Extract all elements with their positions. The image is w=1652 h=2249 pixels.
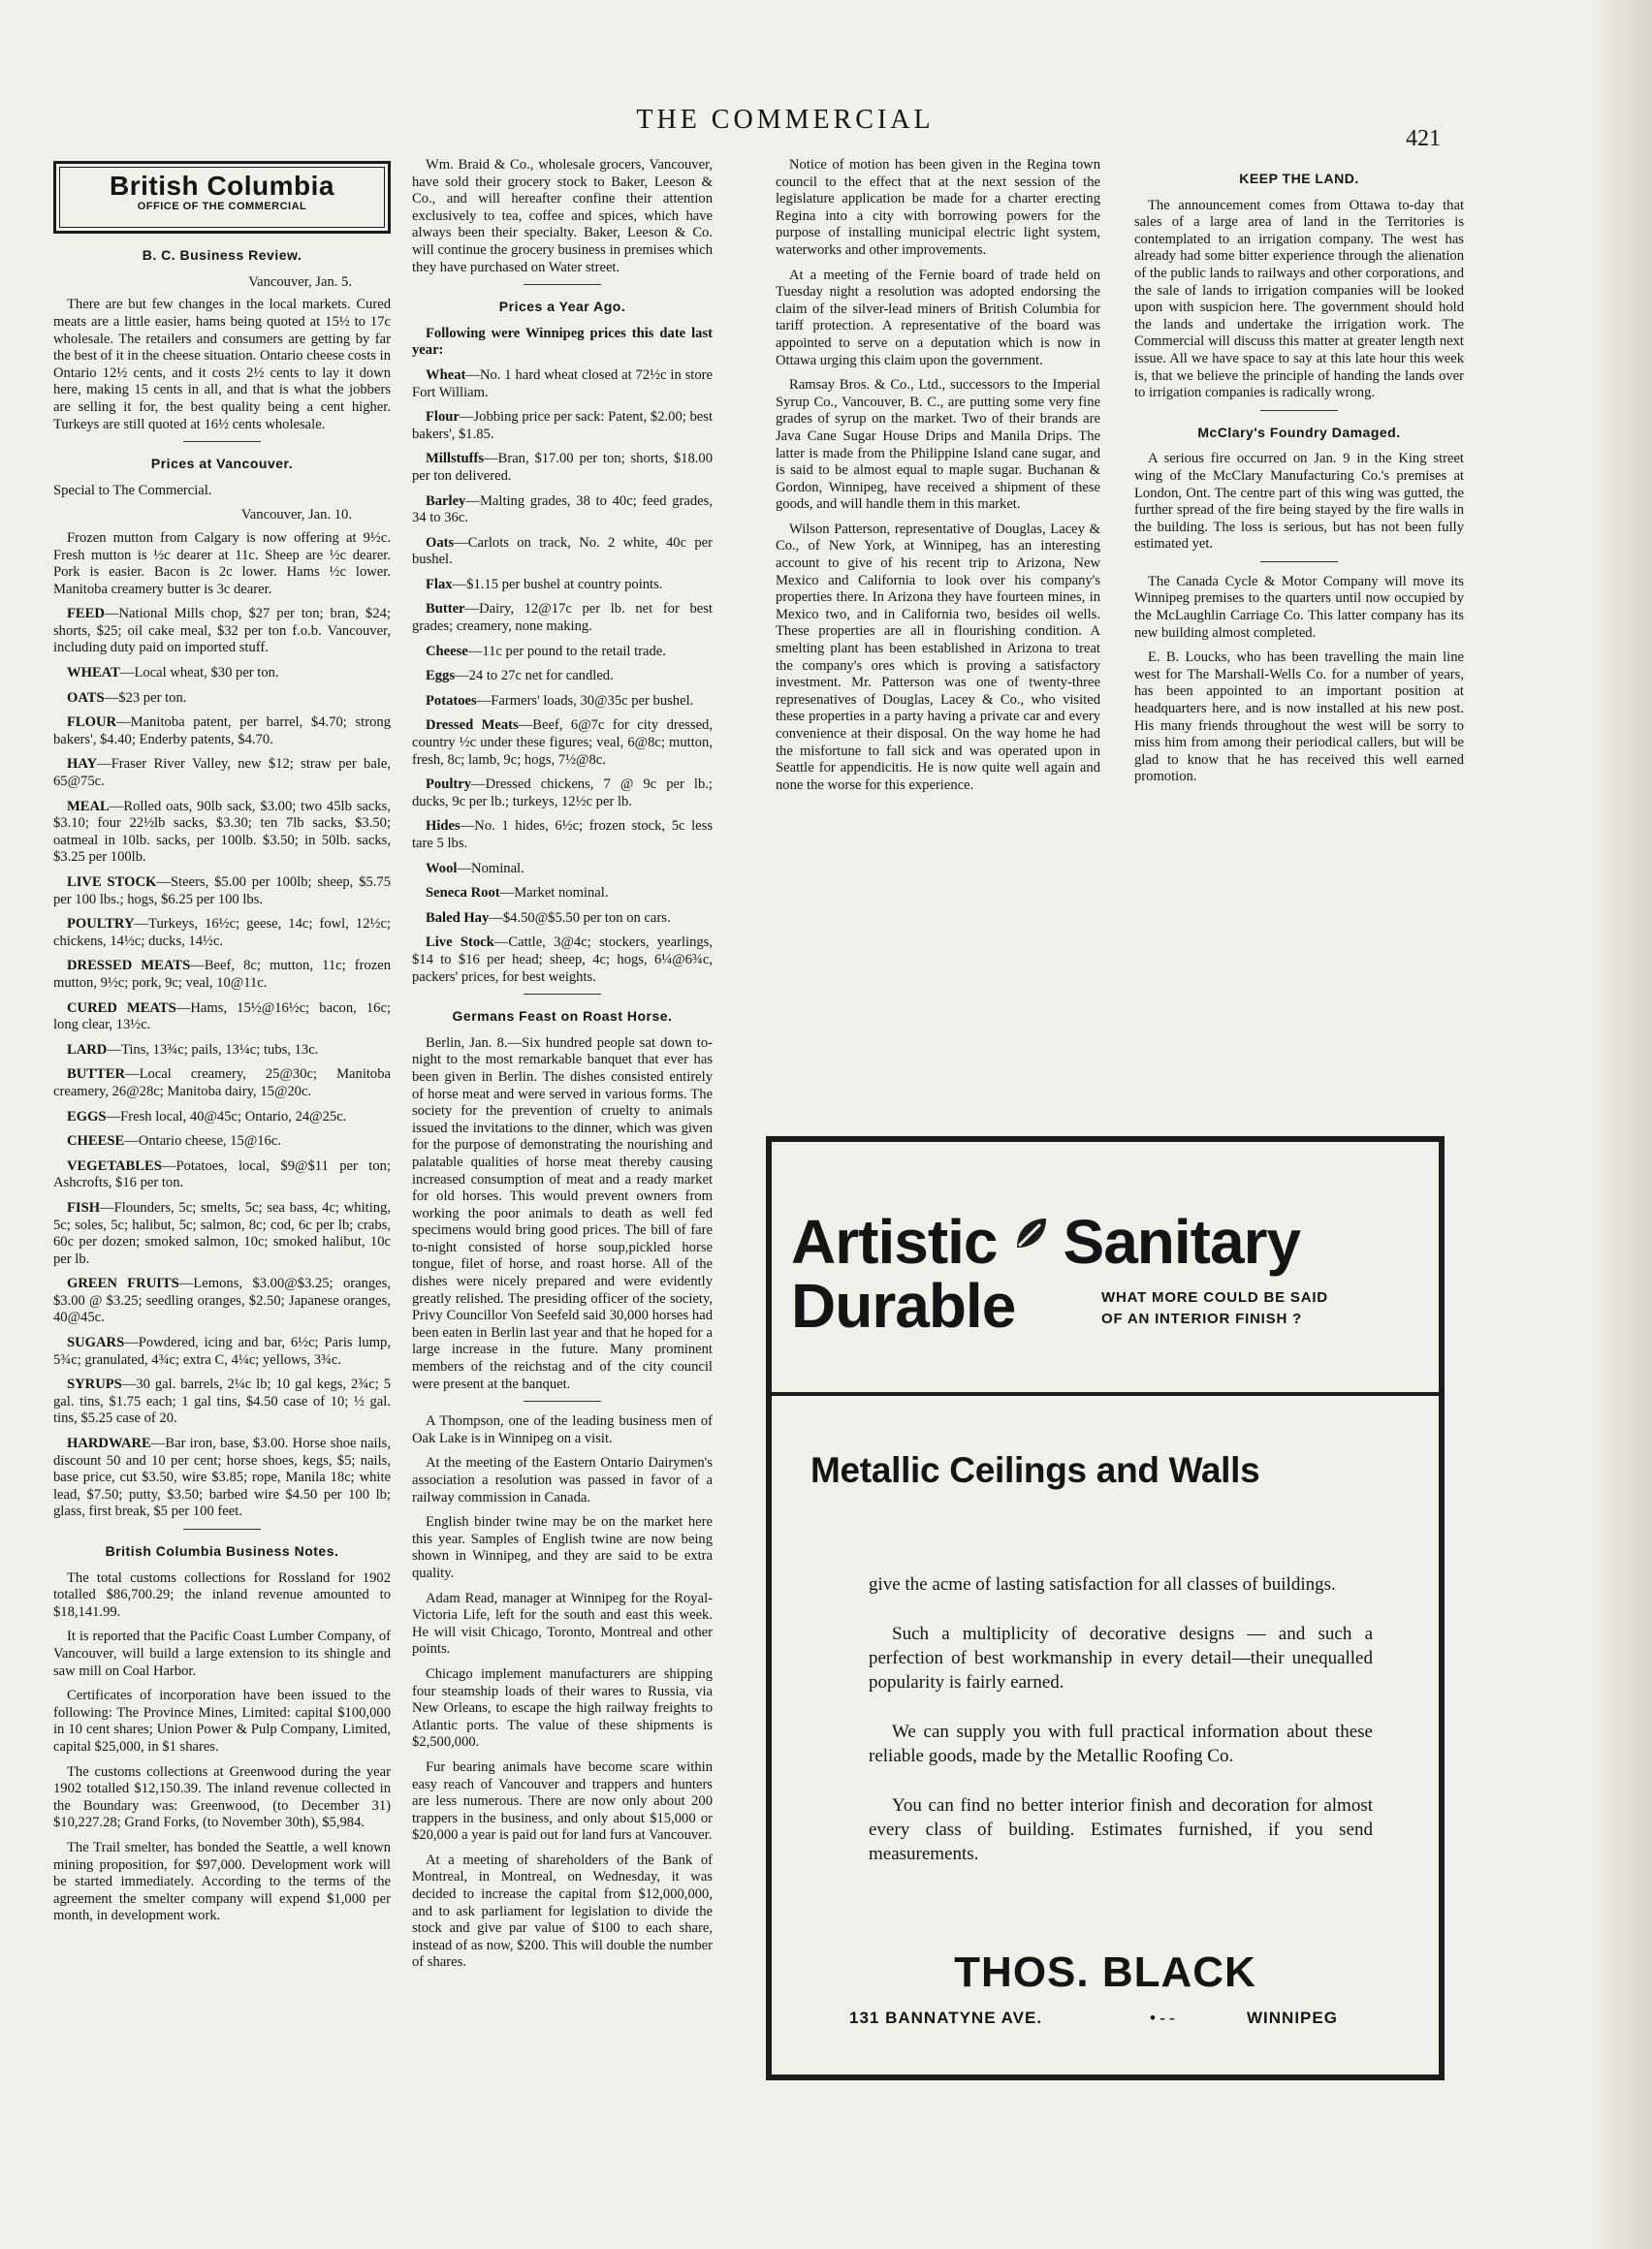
price-item-text: —Powdered, icing and bar, 6½c; Paris lump, 5¾c; granulated, 4¾c; extra C, 4¼c; yellows, 3¾c. (53, 1335, 391, 1368)
price-item-key: SUGARS (67, 1335, 125, 1351)
year-ago-item-text: —Market nominal. (499, 885, 609, 902)
price-item (53, 1042, 391, 1060)
col3-paragraph-list (776, 157, 1100, 794)
col4-paragraph-list (1134, 574, 1464, 786)
ad-heading: Metallic Ceilings and Walls (810, 1450, 1260, 1490)
year-ago-price-list (412, 367, 713, 986)
news-paragraph: The total customs collections for Rossland for 1902 totalled $86,700.29; the inland revenue amounted to $18,141.99. (53, 1569, 391, 1620)
price-item (53, 916, 391, 950)
price-item-text: —30 gal. barrels, 2¼c lb; 10 gal kegs, 2¾c; 5 gal. tins, $1.75 each; 1 gal tins, $4.50 case of 10; ½ gal. tins, $5.25 case of 20. (53, 1377, 391, 1427)
price-item-key: FLOUR (67, 714, 117, 731)
ad-body-paragraph: give the acme of lasting satisfaction for all classes of buildings. (869, 1574, 1336, 1595)
price-item-key: FEED (67, 606, 105, 622)
news-paragraph: E. B. Loucks, who has been travelling the main line west for The Marshall-Wells Co. for a number of years, has been appointed to an important position at headquarters here, and is now installed at his new post. His many friends throughout the west will be sorry to miss him from among their periodical callers, but will be glad to know that he has received this well earned promotion. (1134, 649, 1464, 785)
bc-box-subtitle: OFFICE OF THE COMMERCIAL (137, 200, 307, 212)
year-ago-item-key: Flour (426, 409, 460, 426)
price-item (53, 1000, 391, 1034)
year-ago-item-key: Millstuffs (426, 451, 484, 467)
british-columbia-box (53, 161, 391, 234)
price-item (53, 1109, 391, 1126)
year-ago-item-key: Wool (426, 860, 458, 876)
news-paragraph: Wilson Patterson, representative of Douglas, Lacey & Co., of New York, at Winnipeg, has an interesting account to give of his recent trip to Arizona, New Mexico and California to look over his company's properties there. In Arizona they have fourteen mines, in Mexico two, and in California two, besides oil wells. These properties are all in flourishing condition. A smelting plant has been established in Arizona to treat the company's ores which is proving a satisfactory investment. Mr. Patterson was one of twenty-three represenatives of Douglas, Lacey & Co., who visited these properties in a party having a private car and every convenience at their disposal. On the way home he had the misfortune to fall sick and was operated upon in Seattle for appendicitis. He is now quite well again and none the worse for this experience. (776, 521, 1100, 793)
divider (1260, 410, 1338, 411)
ad-top-panel (772, 1142, 1439, 1392)
year-ago-item (412, 601, 713, 635)
ad-word-durable: Durable (791, 1271, 1016, 1341)
price-item (53, 1066, 391, 1100)
year-ago-item-key: Butter (426, 601, 465, 618)
price-item-text: —Local wheat, $30 per ton. (119, 665, 279, 681)
ad-word-sanitary: Sanitary (1063, 1207, 1301, 1277)
price-item-key: HARDWARE (67, 1436, 151, 1452)
year-ago-item-text: —No. 1 hard wheat closed at 72½c in store Fort William. (412, 366, 713, 400)
ad-question-line-1: WHAT MORE COULD BE SAID (1101, 1289, 1328, 1306)
year-ago-item-key: Wheat (426, 366, 466, 383)
price-item (53, 799, 391, 867)
price-item (53, 1335, 391, 1369)
divider (183, 441, 261, 442)
price-item (53, 1436, 391, 1521)
mcclary-heading: McClary's Foundry Damaged. (1197, 424, 1401, 440)
year-ago-item-text: —Beef, 6@7c for city dressed, country ½c under these figures; veal, 6@8c; mutton, fresh, 8c; lamb, 9c; hogs, 7½@8c. (412, 717, 713, 768)
ad-address: 131 BANNATYNE AVE. (849, 2009, 1043, 2027)
column-1 (53, 157, 391, 2144)
news-paragraph: The Trail smelter, has bonded the Seattle, a well known mining proposition, for $97,000. Development work will be started immediately. According to the terms of the agreement the smelter company will expend $1,000 per month, in development work. (53, 1839, 391, 1924)
price-item-key: DRESSED MEATS (67, 958, 191, 974)
year-ago-item-text: —Jobbing price per sack: Patent, $2.00; best bakers', $1.85. (412, 409, 713, 442)
price-item (53, 714, 391, 748)
year-ago-item-text: —Carlots on track, No. 2 white, 40c per bushel. (412, 534, 713, 568)
braid-paragraph: Wm. Braid & Co., wholesale grocers, Vancouver, have sold their grocery stock to Baker, Leeson & Co., and will hereafter confine their attention exclusively to tea, coffee and spices, which have always been their specialty. Baker, Leeson & Co. will continue the grocery business in premises which they have purchased on Water street. (412, 157, 713, 275)
price-item (53, 1377, 391, 1428)
price-item-text: —Hams, 15½@16½c; bacon, 16c; long clear, 13½c. (53, 999, 391, 1033)
running-title: THE COMMERCIAL (636, 105, 935, 135)
news-paragraph: Fur bearing animals have become scare within easy reach of Vancouver and trappers and hunters are less numerous. There are now only about 200 trappers in the business, and only about $15,000 or $20,000 a year is paid out for land furs at Vancouver. (412, 1758, 713, 1844)
vancouver-prices-dateline: Vancouver, Jan. 10. (240, 507, 352, 523)
year-ago-item-text: —$4.50@$5.50 per ton on cars. (489, 909, 671, 926)
ad-line-1 (791, 1196, 1300, 1278)
germans-body: Berlin, Jan. 8.—Six hundred people sat down to-night to the most remarkable banquet that ever has been given in Berlin. The dishes consisted entirely of horse meat and were served in various forms. The society for the prevention of cruelty to animals issued the invitations to the dinner, which was given for the purpose of demonstrating the nourishing and palatable qualities of horse meat thereby causing increased consumption of meat and a ready market for old horses. This would prevent owners from working the poor animals to death as well fed specimens would bring good prices. The bill of fare to-night consisted of horse soup,pickled horse tongue, filet of horse, and roast horse. All of the dishes were nicely prepared and were evidently greatly relished. The presiding officer of the society, Privy Councillor Von Seefeld said 30,000 horses had been eaten in Berlin last year and that he hoped for a large increase in the future. Many prominent members of the reichstag and of the city council were present at the banquet. (412, 1034, 713, 1392)
divider (1260, 561, 1338, 562)
news-paragraph: The customs collections at Greenwood during the year 1902 totalled $12,150.39. The inland revenue collected in the Boundary was: Greenwood, (to December 31) $10,227.28; Grand Forks, (to November 30th), $5,984. (53, 1763, 391, 1831)
price-item-text: —Flounders, 5c; smelts, 5c; sea bass, 4c; whiting, 5c; soles, 5c; halibut, 5c; salmon, 8c; cod, 6c per lb; crabs, 60c per dozen; smoked salmon, 10c; smoked halibut, 10c per lb. (53, 1199, 391, 1267)
divider (183, 1529, 261, 1530)
news-paragraph: Ramsay Bros. & Co., Ltd., successors to the Imperial Syrup Co., Vancouver, B. C., are putting some very fine grades of syrup on the market. Two of their brands are Java Cane Sugar House Drips and Manila Drips. The latter is made from the Philippine Island cane sugar, and is said to be almost equal to maple sugar. Buchanan & Gordon, Winnipeg, have received a shipment of these goods, and will handle them in this market. (776, 377, 1100, 513)
price-item-text: —Steers, $5.00 per 100lb; sheep, $5.75 per 100 lbs.; hogs, $6.25 per 100 lbs. (53, 874, 391, 907)
price-item-text: —Turkeys, 16½c; geese, 14c; fowl, 12½c; chickens, 14½c; ducks, 14½c. (53, 916, 391, 949)
column-2 (412, 157, 713, 2144)
news-paragraph: Certificates of incorporation have been issued to the following: The Province Mines, Limited: capital $100,000 in 10 cent shares; Union Power & Pulp Company, Limited, capital $25,000, in $1 shares. (53, 1688, 391, 1755)
bc-review-heading: B. C. Business Review. (142, 247, 302, 264)
year-ago-item (412, 409, 713, 443)
price-item-text: —Potatoes, local, $9@$11 per ton; Ashcrofts, $16 per ton. (53, 1157, 391, 1191)
year-ago-item (412, 934, 713, 986)
news-paragraph: The Canada Cycle & Motor Company will move its Winnipeg premises to the quarters until now occupied by the McLaughlin Carriage Co. This latter company has its new building almost completed. (1134, 573, 1464, 641)
year-ago-item (412, 367, 713, 401)
metallic-ceilings-advertisement (766, 1136, 1445, 2080)
price-item-key: POULTRY (67, 916, 135, 933)
mcclary-body: A serious fire occurred on Jan. 9 in the King street wing of the McClary Manufacturing Co.'s premises at London, Ont. The centre part of this wing was gutted, the further spread of the fire being stayed by the fire walls in the building. The loss is serious, but has not been fully estimated yet. (1134, 451, 1464, 553)
keep-land-body: The announcement comes from Ottawa to-day that sales of a large area of land in the Territories is contemplated to an irrigation company. The west has already had some bitter experience through the alienation of the public lands to railways and other corporations, and the sale of lands to irrigation companies will be looked upon with suspicion here. The government should hold the lands and undertake the irrigation work. The Commercial will discuss this matter at greater length next issue. All we have space to say at this late hour this week is, that we believe the principle of handing the lands over to irrigation companies is radically wrong. (1134, 197, 1464, 401)
year-ago-item (412, 818, 713, 852)
vancouver-prices-heading: Prices at Vancouver. (150, 456, 294, 472)
year-ago-item-text: —11c per pound to the retail trade. (467, 643, 666, 659)
year-ago-intro: Following were Winnipeg prices this date last year: (412, 325, 713, 359)
year-ago-item-text: —Bran, $17.00 per ton; shorts, $18.00 per ton delivered. (412, 451, 713, 484)
price-item-text: —Ontario cheese, 15@16c. (124, 1133, 281, 1150)
divider (524, 994, 601, 995)
column-4 (1134, 157, 1464, 1117)
ad-city: WINNIPEG (1247, 2009, 1338, 2027)
leaf-icon (1011, 1196, 1050, 1235)
bc-notes-heading: British Columbia Business Notes. (105, 1543, 339, 1559)
ad-body-paragraph: You can find no better interior finish and decoration for almost every class of building. Estimates furnished, if you send measurements. (869, 1795, 1373, 1864)
year-ago-item-text: —Dairy, 12@17c per lb. net for best grades; creamery, none making. (412, 601, 713, 635)
year-ago-item-key: Oats (426, 534, 455, 551)
bc-notes-list (53, 1570, 391, 1925)
news-paragraph: At a meeting of shareholders of the Bank of Montreal, in Montreal, on Wednesday, it was decided to increase the capital from $12,000,000, and to ask parliament for legislation to divide the stock and give par value of $100 to each share, instead of as now, $200. This will double the number of shares. (412, 1852, 713, 1971)
year-ago-item-key: Dressed Meats (426, 717, 519, 734)
vancouver-prices-intro: Frozen mutton from Calgary is now offering at 9½c. Fresh mutton is ½c dearer at 11c. Sheep are ½c dearer. Pork is easier. Bacon is 2c lower. Hams ½c lower. Manitoba creamery butter is 3c dearer. (53, 529, 391, 597)
ad-dots: • - - (1150, 2009, 1175, 2027)
price-item-text: —Bar iron, base, $3.00. Horse shoe nails, discount 50 and 10 per cent; horse shoes, kegs, $5; nails, base price, cut $3.50, wire $3.85; rope, Manila 18c; white lead, $7.50; putty, $3.50; barbed wire $4.50 per 100 lb; glass, first break, $5 per 100 feet. (53, 1436, 391, 1520)
year-ago-item-text: —$1.15 per bushel at country points. (452, 576, 663, 592)
price-item (53, 606, 391, 657)
year-ago-item (412, 577, 713, 594)
price-item-key: OATS (67, 689, 105, 706)
price-item-text: —Lemons, $3.00@$3.25; oranges, $3.00 @ $3.25; seedling oranges, $2.50; Japanese oranges, 40@45c. (53, 1276, 391, 1326)
price-item-key: LIVE STOCK (67, 874, 157, 890)
price-item-text: —Manitoba patent, per barrel, $4.70; strong bakers', $4.40; Enderby patents, $4.70. (53, 714, 391, 747)
price-item (53, 1133, 391, 1151)
price-item-key: CHEESE (67, 1133, 125, 1150)
news-paragraph: A Thompson, one of the leading business men of Oak Lake is in Winnipeg on a visit. (412, 1413, 713, 1446)
ad-divider (772, 1392, 1439, 1396)
price-item-key: BUTTER (67, 1066, 126, 1083)
ad-body-paragraph: We can supply you with full practical information about these reliable goods, made by the Metallic Roofing Co. (869, 1722, 1373, 1766)
year-ago-item-text: —24 to 27c net for candled. (455, 668, 614, 684)
price-item-key: GREEN FRUITS (67, 1276, 179, 1292)
year-ago-item-text: —Nominal. (457, 860, 524, 876)
page-binding-shadow (1590, 0, 1652, 2249)
news-paragraph: At a meeting of the Fernie board of trade held on Tuesday night a resolution was adopted endorsing the claim of the silver-lead miners of British Columbia for tariff protection. A representative of the board was appointed to serve on a deputation which is now in Ottawa urging this claim upon the government. (776, 267, 1100, 368)
price-item-text: —Local creamery, 25@30c; Manitoba creamery, 26@28c; Manitoba dairy, 15@20c. (53, 1066, 391, 1099)
news-paragraph: Notice of motion has been given in the Regina town council to the effect that at the next session of the legislature application be made for a charter erecting Regina into a city with borrowing powers for the purpose of installing municipal electric light system, waterworks and other improvements. (776, 157, 1100, 258)
year-ago-item (412, 693, 713, 711)
year-ago-item (412, 644, 713, 661)
year-ago-item (412, 861, 713, 878)
column-3 (776, 157, 1100, 1117)
news-paragraph: English binder twine may be on the market here this year. Samples of English twine are now being shown in Winnipeg, and they are said to be extra quality. (412, 1514, 713, 1581)
year-ago-item-key: Cheese (426, 643, 468, 659)
ad-body-paragraph: Such a multiplicity of decorative designs — and such a perfection of best workmanship in every detail—their unequalled popularity is fairly earned. (869, 1624, 1373, 1693)
ad-question-line-2: OF AN INTERIOR FINISH ? (1101, 1311, 1303, 1327)
year-ago-item (412, 535, 713, 569)
price-item (53, 1158, 391, 1192)
price-item-text: —Fraser River Valley, new $12; straw per bale, 65@75c. (53, 756, 391, 790)
price-item-key: MEAL (67, 798, 110, 814)
vancouver-price-list (53, 606, 391, 1521)
year-ago-item-key: Flax (426, 576, 453, 592)
price-item-key: VEGETABLES (67, 1157, 162, 1174)
page-number: 421 (1406, 126, 1441, 151)
news-paragraph: Chicago implement manufacturers are shipping four steamship loads of their wares to Russia, via New Orleans, to escape the high railway freights to Atlantic ports. The value of these shipments is $2,500,000. (412, 1665, 713, 1751)
year-ago-heading: Prices a Year Ago. (498, 299, 626, 315)
price-item (53, 1200, 391, 1268)
year-ago-item-key: Seneca Root (426, 885, 500, 902)
year-ago-item-text: —Malting grades, 38 to 40c; feed grades, 34 to 36c. (412, 492, 713, 526)
price-item-text: —National Mills chop, $27 per ton; bran, $24; shorts, $25; oil cake meal, $32 per ton f.o.b. Vancouver, including duty paid on imported stuff. (53, 606, 391, 656)
year-ago-item (412, 717, 713, 769)
price-item (53, 874, 391, 908)
year-ago-item-text: —Farmers' loads, 30@35c per bushel. (476, 692, 694, 709)
ad-company-name: THOS. BLACK (954, 1948, 1256, 1996)
year-ago-item-text: —Dressed chickens, 7 @ 9c per lb.; ducks, 9c per lb.; turkeys, 12½c per lb. (412, 776, 713, 809)
keep-land-heading: KEEP THE LAND. (1239, 171, 1359, 186)
divider (524, 284, 601, 285)
bc-review-body: There are but few changes in the local markets. Cured meats are a little easier, hams being quoted at 15½ to 17c wholesale. The retailers and consumers are getting by far the best of it in the cheese situation. Ontario cheese costs in Ontario 12½ cents, and it costs 2½ cents to lay it down here, making 15 cents in all, and that is what the jobbers are selling it for, the best quality being a cent higher. Turkeys are still quoted at 16½ cents wholesale. (53, 297, 391, 432)
year-ago-item (412, 885, 713, 903)
ad-body (869, 1572, 1373, 1891)
news-paragraph: It is reported that the Pacific Coast Lumber Company, of Vancouver, will build a large extension to its shingle and saw mill on Coal Harbor. (53, 1629, 391, 1679)
price-item (53, 756, 391, 790)
price-item-text: —Beef, 8c; mutton, 11c; frozen mutton, 9½c; pork, 9c; veal, 10@11c. (53, 958, 391, 991)
year-ago-item-key: Hides (426, 818, 461, 835)
news-paragraph: At the meeting of the Eastern Ontario Dairymen's association a resolution was passed in favor of a railway commission in Canada. (412, 1455, 713, 1505)
year-ago-item-key: Potatoes (426, 692, 477, 709)
year-ago-item (412, 451, 713, 485)
price-item (53, 690, 391, 708)
price-item-text: —Rolled oats, 90lb sack, $3.00; two 45lb sacks, $3.10; four 22½lb sacks, $3.30; ten 7lb sacks, $3.50; oatmeal in 10lb. sacks, per 100lb. $3.50; in 50lb. sacks, $3.25 per 100lb. (53, 798, 391, 866)
price-item-key: HAY (67, 756, 98, 773)
price-item (53, 1276, 391, 1327)
year-ago-item-key: Barley (426, 492, 466, 509)
col2-notes-list (412, 1413, 713, 1972)
year-ago-item-key: Live Stock (426, 934, 494, 951)
year-ago-item-text: —No. 1 hides, 6½c; frozen stock, 5c less tare 5 lbs. (412, 818, 713, 851)
price-item (53, 958, 391, 992)
page-header (0, 105, 1652, 151)
year-ago-item (412, 910, 713, 928)
year-ago-item (412, 776, 713, 810)
price-item-key: CURED MEATS (67, 999, 176, 1016)
bc-review-dateline: Vancouver, Jan. 5. (248, 273, 352, 290)
price-item (53, 665, 391, 682)
bc-box-title: British Columbia (109, 171, 334, 201)
year-ago-item-key: Poultry (426, 776, 472, 793)
germans-heading: Germans Feast on Roast Horse. (452, 1008, 673, 1025)
price-item-text: —Fresh local, 40@45c; Ontario, 24@25c. (106, 1108, 347, 1124)
price-item-key: SYRUPS (67, 1377, 122, 1393)
price-item-key: EGGS (67, 1108, 107, 1124)
ad-question (1101, 1287, 1328, 1330)
year-ago-item-text: —Cattle, 3@4c; stockers, yearlings, $14 to $16 per head; sheep, 4c; hogs, 6¼@6¾c, packers' prices, for best weights. (412, 934, 713, 985)
year-ago-item-key: Baled Hay (426, 909, 490, 926)
news-paragraph: Adam Read, manager at Winnipeg for the Royal-Victoria Life, left for the south and east this week. He will visit Chicago, Toronto, Montreal and other points. (412, 1590, 713, 1658)
year-ago-item (412, 668, 713, 685)
price-item-text: —$23 per ton. (104, 689, 187, 706)
year-ago-item-key: Eggs (426, 668, 456, 684)
price-item-key: LARD (67, 1041, 108, 1058)
divider (524, 1401, 601, 1402)
year-ago-item (412, 493, 713, 527)
ad-word-artistic: Artistic (791, 1207, 998, 1277)
price-item-key: WHEAT (67, 665, 120, 681)
price-item-text: —Tins, 13¾c; pails, 13¼c; tubs, 13c. (107, 1041, 319, 1058)
price-item-key: FISH (67, 1199, 101, 1216)
vancouver-special-line: Special to The Commercial. (53, 482, 212, 498)
